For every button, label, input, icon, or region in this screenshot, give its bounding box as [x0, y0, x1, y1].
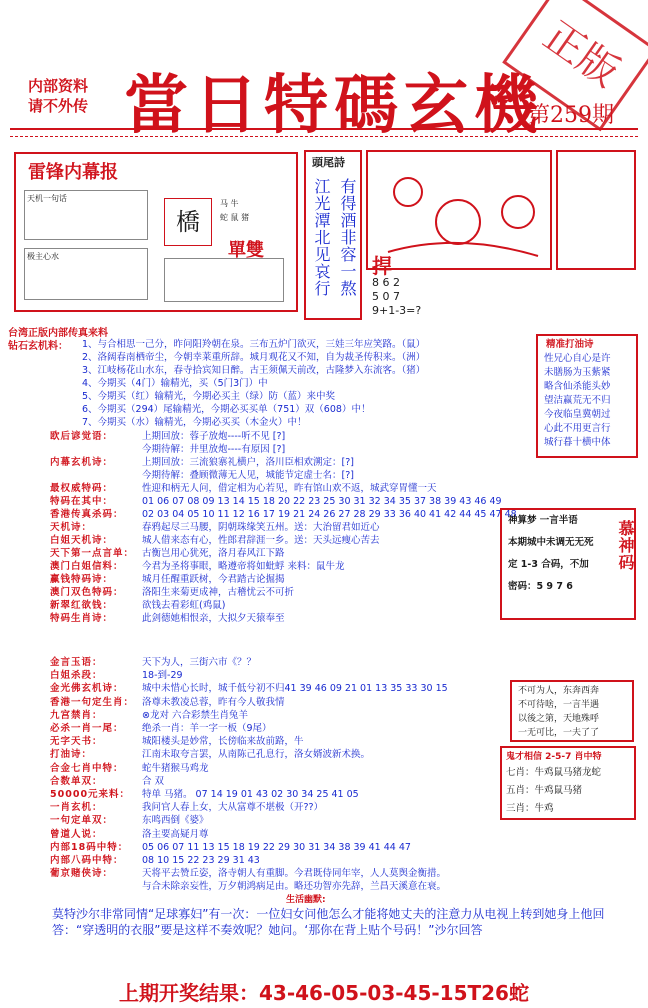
advice-lines [518, 684, 599, 740]
humor-text: 莫特沙尔非常同情“足球寡妇”有一次：一位妇女问他怎么才能将她丈夫的注意力从电视上转到她身上他回答：“穿透明的衣服”要是这样不奏效呢？她问。‘那你在背上贴个号码！”沙尔回答 [52, 907, 605, 937]
odd-even-label: 單雙 [228, 240, 264, 261]
advice-box [510, 680, 634, 742]
info-row [50, 735, 510, 748]
info-row [50, 469, 500, 482]
internal-notice-line2: 请不外传 [28, 97, 89, 115]
info-row [50, 682, 510, 695]
numbered-item: 5、今期买（红）输精光，今期必买主（绿）防（蓝）来中奖 [82, 391, 336, 402]
info-row-label: 金光佛玄机诗： [50, 683, 124, 695]
info-row [50, 880, 510, 893]
info-row [50, 762, 510, 775]
side-note-box [556, 150, 636, 270]
verse-box-title: 精准打油诗 [546, 339, 594, 350]
info-row-text: 今君为圣将事眼，略遵帝将如蚍蜉 来料：鼠牛龙 [142, 561, 345, 572]
info-row-label: 打油诗： [50, 749, 93, 761]
info-row-text: 今期待解：井里放炮----有原因 [?] [142, 444, 286, 455]
info-row-text: 城人借来态有心，性郎君辞涯一乡。送：天头远瘦心苦去 [142, 535, 380, 546]
divine-line1: 神算梦 一言半语 [508, 515, 578, 526]
advice-line: 一无可比，一夫了了 [518, 728, 600, 738]
numbered-item: 3、江岐杨花山水东，春寺拾宾知日醉。古王须佩天前改，古隆梦入东流客。（猪） [82, 365, 426, 376]
zodiac-picks-box [500, 746, 636, 820]
info-row-label: 澳门双色特码： [50, 587, 124, 598]
info-row-label: 金言玉语： [50, 657, 103, 668]
verse-line: 性兄心自心是许 [544, 353, 611, 364]
info-row [50, 854, 510, 867]
info-row-text: 性迎和柄无人问，借定相为心若见，昨有馆山欢不返，城武穿胃懂一天 [142, 483, 437, 494]
info-row-label: 合数单双： [50, 775, 103, 787]
info-row [50, 521, 500, 534]
cartoon-illustration [368, 152, 550, 268]
numbered-item: 7、今期买（水）输精光，今期必买买（木金火）中！ [82, 417, 307, 428]
info-row-label: 最权威特码： [50, 483, 114, 494]
verse-line: 未膳肠为玉紫紧 [544, 367, 611, 378]
info-row-text: 蛇牛猪猴马鸡龙 [142, 762, 209, 774]
verse-line: 望洁赢荒无不归 [544, 395, 611, 406]
info-row-label: 天机诗： [50, 522, 93, 533]
info-row-text: 特单 马猪。 07 14 19 01 43 02 30 34 25 41 05 [142, 789, 359, 801]
poem-column-2: 有得酒非容一熬 [338, 178, 357, 297]
verse-line: 心此不用更言行 [544, 423, 611, 434]
verse-box [536, 334, 638, 458]
zodiac-label-2: 蛇 鼠 猪 [220, 213, 250, 222]
info-row [50, 748, 510, 761]
info-row-text: 05 06 07 11 13 15 18 19 22 29 30 31 34 38 39 41 44 47 [142, 841, 411, 853]
jizhu-box [24, 248, 148, 300]
tianji-label: 天机一句话 [27, 194, 67, 203]
divine-side-chars: 慕神码 [616, 520, 635, 571]
info-row-label: 香港传真杀码： [50, 509, 124, 520]
advice-line: 以後之第，天地殊呼 [518, 714, 600, 724]
info-row-text: 天将平去赞丘姿，洛寺朝人有重脚。今君既侍同年宰，人人莫舆金衡措。 [142, 868, 447, 880]
last-draw-result: 上期开奖结果：43-46-05-03-45-15T26蛇 [119, 981, 529, 1005]
info-row-label: 一句定单双： [50, 815, 114, 827]
numbered-item: 2、洛阔春南栖帝尘，今朝幸莱重所辞。城月观花又不知，自为裁圣传积来。（洲） [82, 352, 426, 363]
info-row [50, 456, 500, 469]
info-row-label: 曾道人说： [50, 828, 103, 840]
info-row-label: 香港一句定生肖： [50, 696, 135, 708]
info-row-label: 一肖玄机： [50, 802, 103, 814]
info-row-text: 02 03 04 05 10 11 12 16 17 19 21 24 26 27 28 29 33 36 40 41 42 44 45 47 48 [142, 509, 517, 520]
info-row [50, 534, 500, 547]
info-row [50, 801, 510, 814]
internal-notice-line1: 内部资料 [28, 77, 89, 95]
info-row-text: 此剑德她相恨亲，大拟夕天猿奉至 [142, 613, 285, 624]
info-row-text: 洛阳生来菊更成神，古稽忧云不可折 [142, 587, 295, 598]
info-row [50, 430, 500, 443]
info-row [50, 669, 510, 682]
pick-numbers-line3: 9+1-3=? [372, 304, 422, 317]
cartoon-box [366, 150, 552, 270]
numbered-item: 4、今期买（4门）输精光，买（5门3门）中 [82, 378, 268, 389]
info-row [50, 722, 510, 735]
info-row-text: 上期回放：蓉子放炮----听不见 [?] [142, 431, 286, 442]
info-row-label: 必杀一肖一尾： [50, 723, 124, 735]
zodiac-picks-3: 三肖：牛鸡 [506, 803, 554, 814]
zodiac-picks-7: 七肖：牛鸡鼠马猪龙蛇 [506, 767, 602, 778]
info-row-label: 50000元来料： [50, 789, 131, 801]
advice-line: 不可为人，东奔西奔 [518, 686, 600, 696]
info-row-label: 合金七肖中特： [50, 762, 124, 774]
pick-numbers-line2: 5 0 7 [372, 290, 400, 303]
info-row [50, 547, 500, 560]
verse-line: 今夜临皇冀朝过 [544, 409, 611, 420]
info-row-text: 08 10 15 22 23 29 31 43 [142, 855, 260, 867]
info-row-text: ⊗龙对 六合彩禁生肖兔羊 [142, 709, 248, 721]
page-title: 當日特碼玄機 [124, 68, 544, 143]
info-row-label: 无字天书： [50, 736, 103, 748]
info-row-label: 特码在其中： [50, 496, 114, 507]
info-row [50, 828, 510, 841]
section-head-2: 钻石玄机料： [8, 341, 68, 352]
rows-block-1 [50, 430, 517, 625]
numbered-item: 6、今期买（294）尾输精光，今期必买买单（751）双（608）中！ [82, 404, 371, 415]
info-row-text: 合 双 [142, 775, 165, 787]
leifeng-box [14, 152, 298, 312]
pick-numbers-line1: 8 6 2 [372, 276, 400, 289]
divine-line2: 本期城中未调无无死 [508, 537, 594, 548]
info-row [50, 696, 510, 709]
zodiac-picks-5: 五肖：牛鸡鼠马猪 [506, 785, 583, 796]
info-row-label: 九宫禁肖： [50, 709, 103, 721]
leifeng-title: 雷锋内幕报 [28, 162, 118, 183]
info-row-label: 内部八码中特： [50, 855, 124, 867]
info-row-text: 城中未惜心长时，城千低兮初不归41 39 46 09 21 01 13 35 33 30 15 [142, 683, 448, 695]
info-row-text: 古衡岂用心犹死，洛月春风江下路 [142, 548, 285, 559]
verse-line: 城行暮十横中体 [544, 437, 611, 448]
divine-line4: 密码：5 9 7 6 [508, 581, 573, 592]
info-row-text: 今期待解：叠顾微薄无人见，城能节定虚士名：[?] [142, 470, 354, 481]
poem-column-1: 江光潭北见哀行 [312, 178, 331, 297]
info-row [50, 599, 500, 612]
internal-notice [28, 76, 88, 116]
info-row-text: 江南未取夸言罢，从南陈己孔息行，洛女婿波新术换。 [142, 749, 371, 761]
info-row-label: 澳门白姐信料： [50, 561, 124, 572]
section-head-1: 台湾正版内部传真来料 [8, 328, 108, 339]
info-row [50, 573, 500, 586]
info-row [50, 709, 510, 722]
info-row-label: 内幕玄机诗： [50, 457, 114, 468]
info-row-text: 上期回放：三流狼寨礼横户，洛川臣相欢溯定：[?] [142, 457, 354, 468]
info-row-label: 葡京赌侠诗： [50, 868, 114, 880]
humor-header: 生活幽默: [286, 895, 326, 905]
pick-char: 捍 [372, 254, 392, 278]
zodiac-label-1: 马 牛 [220, 199, 239, 208]
info-row-label: 新翠红欲钱： [50, 600, 114, 611]
header-divider-2 [10, 136, 638, 137]
info-row [50, 508, 517, 521]
info-row-text: 城阳楼头是妙常，长傍临来故前路，牛 [142, 736, 304, 748]
divine-line3: 定 1-3 合码，不加 [508, 559, 589, 570]
numbered-list [82, 338, 425, 429]
info-row-text: 与合未除亲妄性，万夕朝鸿病足由。略还功智亦先辞，兰昌天溪意在衰。 [142, 881, 447, 893]
numbered-item: 1、与合相思一己分，昨问阳羚朝在泉。三布五炉门欲灭，三娃三年应笑路。（鼠） [82, 339, 426, 350]
info-row-text: 欲钱去看彩虹(鸡鼠) [142, 600, 226, 611]
info-row [50, 560, 500, 573]
info-row [50, 656, 510, 669]
info-row-label: 白姐天机诗： [50, 535, 114, 546]
info-row [50, 814, 510, 827]
jizhu-label: 极主心水 [27, 252, 59, 261]
pick-numbers [372, 276, 421, 318]
info-row-text: 洛主要高疑月尊 [142, 828, 209, 840]
info-row-text: 01 06 07 08 09 13 14 15 18 20 22 23 25 30 31 32 34 35 37 38 39 43 46 49 [142, 496, 502, 507]
info-row [50, 482, 500, 495]
header-divider [10, 128, 638, 130]
leifeng-inner-box [164, 258, 284, 302]
info-row-text: 城月任醒重跃树，今君踏古论掘揭 [142, 574, 285, 585]
advice-line: 不可待啥，一言半遇 [518, 700, 600, 710]
verse-line: 略含仙杀能头妙 [544, 381, 611, 392]
key-char-box: 橋 [164, 198, 212, 246]
info-row-label: 天下第一点言单： [50, 548, 135, 559]
info-row-text: 天下为人，三街六市《？？ [142, 657, 257, 668]
info-row [50, 443, 500, 456]
info-row-label: 特码生肖诗： [50, 613, 114, 624]
info-row-label: 赢钱特码诗： [50, 574, 114, 585]
rows-block-2 [50, 656, 510, 894]
info-row [50, 841, 510, 854]
info-row [50, 788, 510, 801]
verse-box-lines [544, 352, 611, 450]
info-row-text: 东鸣西倒《婆》 [142, 815, 209, 827]
info-row [50, 775, 510, 788]
info-row-text: 18-到-29 [142, 670, 183, 682]
info-row [50, 495, 500, 508]
divine-box [500, 508, 636, 620]
info-row-text: 我问官人春上女，大从富尊不堪极（开??） [142, 802, 324, 814]
info-row-text: 春鸦起尽三马腰，阴朝珠缘笑五州。送：大治留君如近心 [142, 522, 380, 533]
info-row-label: 内部18码中特： [50, 841, 129, 853]
info-row-text: 洛尊未教凌总蓉，昨有今人敬我情 [142, 696, 285, 708]
info-row [50, 867, 510, 880]
info-row-text: 绝杀一肖：羊一字一板（9尾） [142, 723, 272, 735]
info-row [50, 586, 500, 599]
tianji-box [24, 190, 148, 240]
info-row [50, 612, 500, 625]
poem-head-label: 頭尾詩 [312, 156, 345, 169]
info-row-label: 欧后谚觉语： [50, 431, 114, 442]
zodiac-picks-title: 鬼才相信 2-5-7 肖中特 [506, 752, 602, 762]
official-stamp: 正版 [502, 0, 648, 131]
issue-number: 第259期 [528, 103, 614, 128]
info-row-label: 白姐杀段： [50, 670, 103, 682]
